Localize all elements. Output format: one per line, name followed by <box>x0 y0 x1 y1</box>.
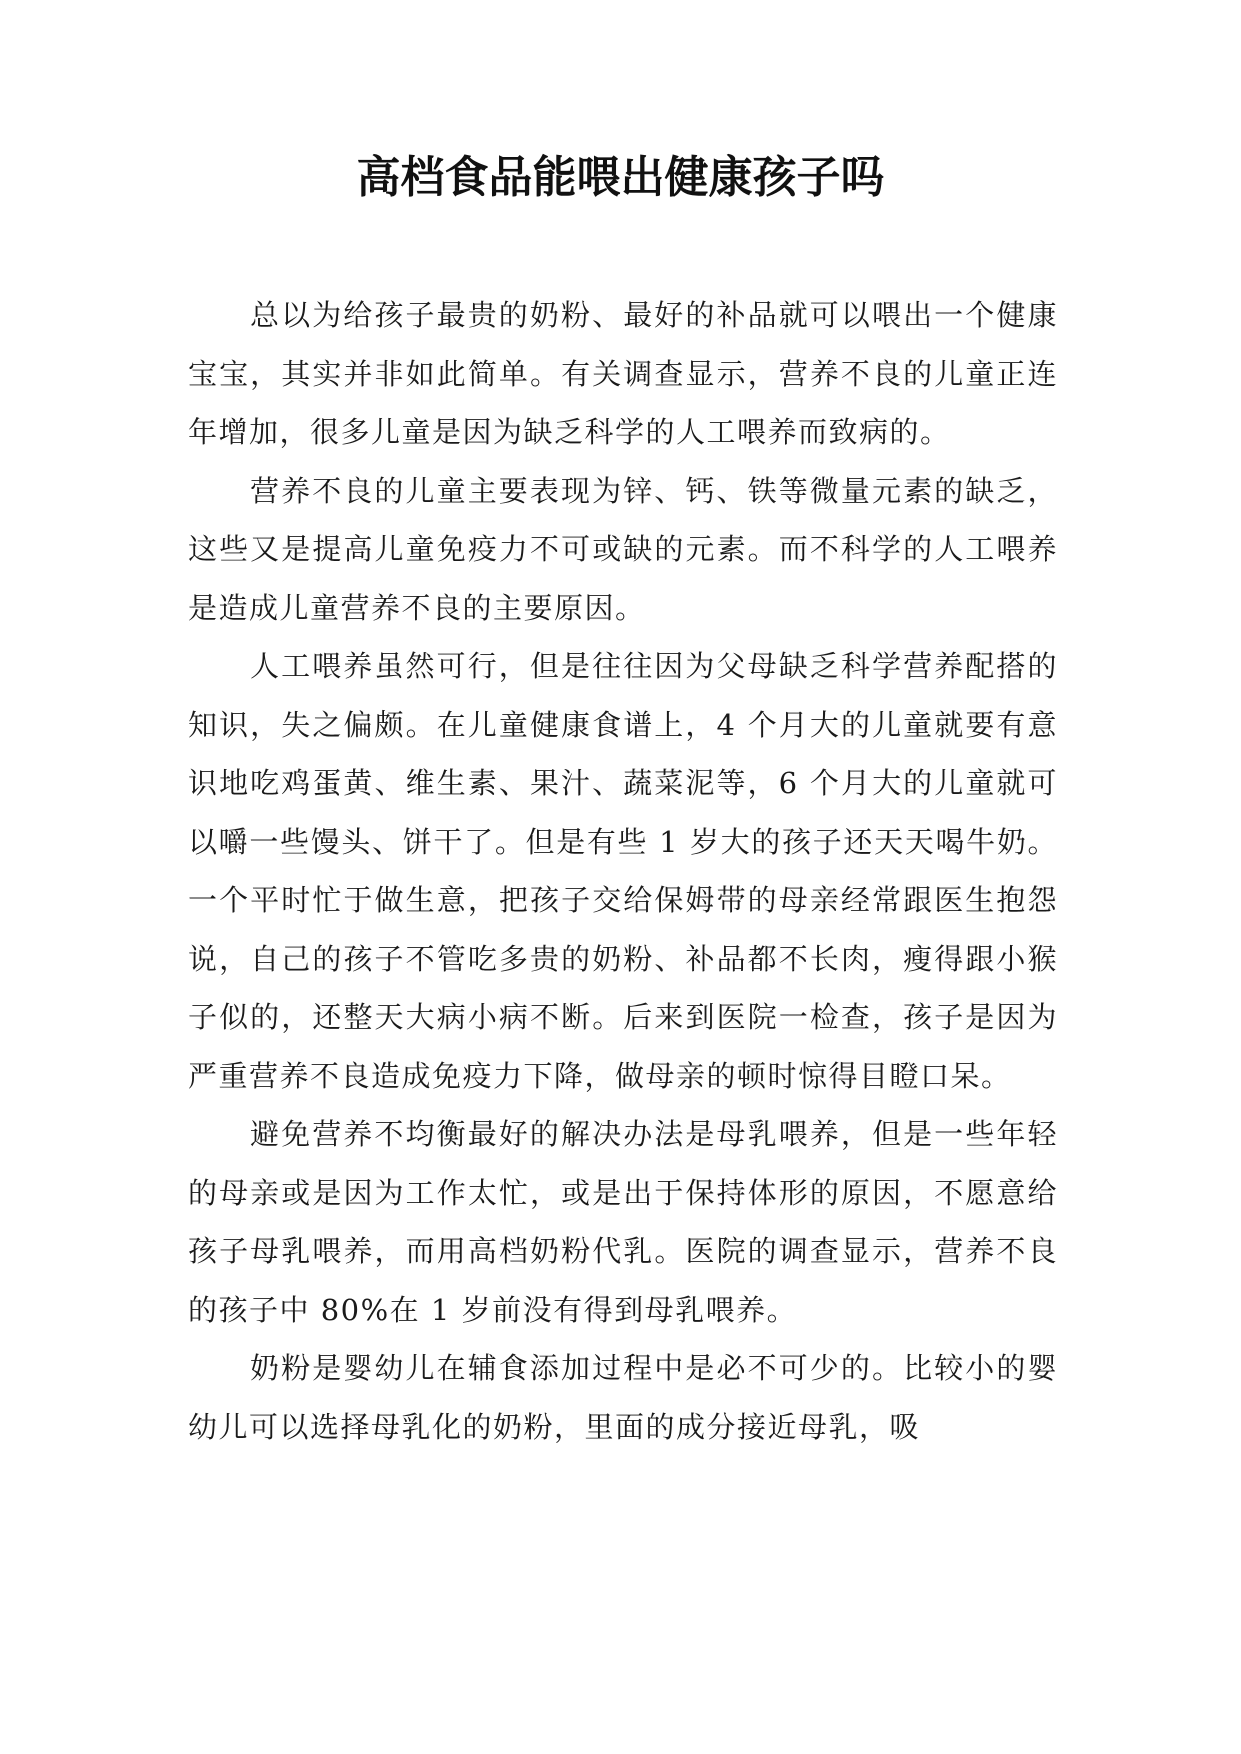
paragraph-3: 人工喂养虽然可行，但是往往因为父母缺乏科学营养配搭的知识，失之偏颇。在儿童健康食谱上，4 个月大的儿童就要有意识地吃鸡蛋黄、维生素、果汁、蔬菜泥等，6 个月大的儿童就可以嚼一些馒头、饼干了。但是有些 1 岁大的孩子还天天喝牛奶。一个平时忙于做生意，把孩子交给保姆带的母亲经常跟医生抱怨说，自己的孩子不管吃多贵的奶粉、补品都不长肉，瘦得跟小猴子似的，还整天大病小病不断。后来到医院一检查，孩子是因为严重营养不良造成免疫力下降，做母亲的顿时惊得目瞪口呆。 <box>188 649 1058 1093</box>
document-body <box>188 286 1058 1456</box>
paragraph-4: 避免营养不均衡最好的解决办法是母乳喂养，但是一些年轻的母亲或是因为工作太忙，或是出于保持体形的原因，不愿意给孩子母乳喂养，而用高档奶粉代乳。医院的调查显示，营养不良的孩子中 80%在 1 岁前没有得到母乳喂养。 <box>188 1117 1058 1327</box>
paragraph-1: 总以为给孩子最贵的奶粉、最好的补品就可以喂出一个健康宝宝，其实并非如此简单。有关调查显示，营养不良的儿童正连年增加，很多儿童是因为缺乏科学的人工喂养而致病的。 <box>188 298 1058 449</box>
document-title: 高档食品能喂出健康孩子吗 <box>356 152 885 203</box>
paragraph-2: 营养不良的儿童主要表现为锌、钙、铁等微量元素的缺乏，这些又是提高儿童免疫力不可或缺的元素。而不科学的人工喂养是造成儿童营养不良的主要原因。 <box>188 473 1058 625</box>
paragraph-5: 奶粉是婴幼儿在辅食添加过程中是必不可少的。比较小的婴幼儿可以选择母乳化的奶粉，里面的成分接近母乳，吸 <box>188 1351 1058 1444</box>
